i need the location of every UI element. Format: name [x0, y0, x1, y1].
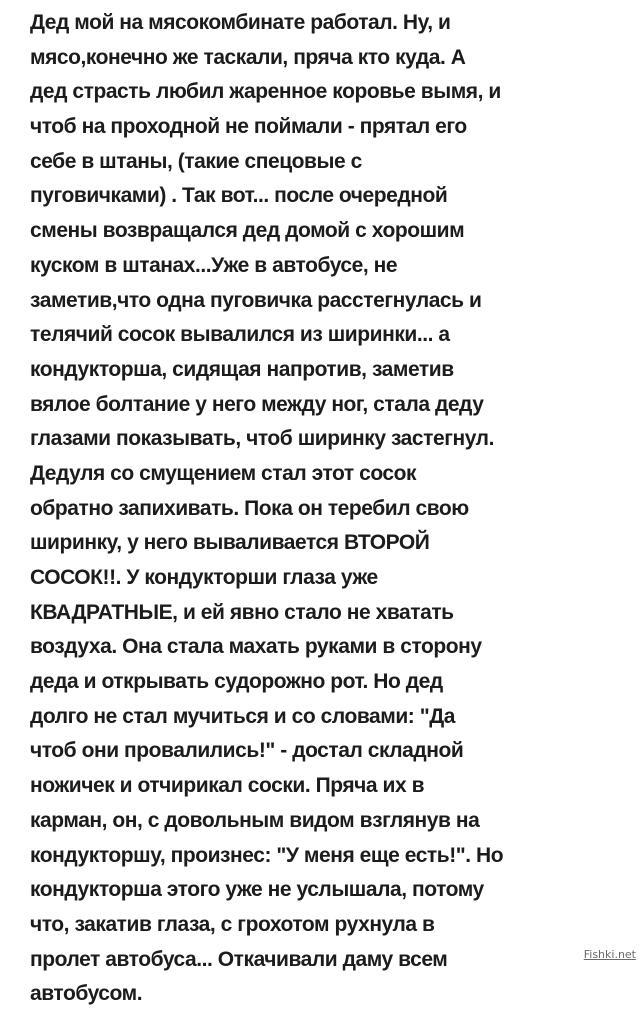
text-line: карман, он, с довольным видом взглянув на — [30, 808, 480, 832]
text-line: телячий сосок вывалился из ширинки... а — [30, 323, 450, 347]
text-line: пуговичками) . Так вот... после очередной — [30, 184, 448, 208]
text-line: ширинку, у него вываливается ВТОРОЙ — [30, 531, 430, 555]
text-line: обратно запихивать. Пока он теребил свою — [30, 496, 469, 520]
text-line: себе в штаны, (такие спецовые с — [30, 149, 362, 173]
text-line: глазами показывать, чтоб ширинку застегнул. — [30, 427, 494, 451]
text-line: деда и открывать судорожно рот. Но дед — [30, 670, 443, 694]
text-line: вялое болтание у него между ног, стала деду — [30, 392, 484, 416]
text-line: чтоб они провалились!" - достал складной — [30, 739, 464, 763]
text-line: КВАДРАТНЫЕ, и ей явно стало не хватать — [30, 600, 454, 624]
text-line: дед страсть любил жаренное коровье вымя, и — [30, 80, 501, 104]
watermark-link[interactable]: Fishki.net — [583, 948, 636, 961]
text-line: чтоб на проходной не поймали - прятал его — [30, 115, 467, 139]
text-line: пролет автобуса... Откачивали даму всем — [30, 947, 448, 971]
text-line: кондукторша, сидящая напротив, заметив — [30, 357, 454, 381]
text-line: что, закатив глаза, с грохотом рухнула в — [30, 912, 435, 936]
text-line: заметив,что одна пуговичка расстегнулась и — [30, 288, 482, 312]
text-line: ножичек и отчирикал соски. Пряча их в — [30, 774, 425, 798]
text-line: воздуха. Она стала махать руками в сторону — [30, 635, 482, 659]
story-text — [30, 6, 636, 1012]
text-line: смены возвращался дед домой с хорошим — [30, 219, 465, 243]
text-line: СОСОК!!. У кондукторши глаза уже — [30, 566, 378, 589]
text-line: Дед мой на мясокомбинате работал. Ну, и — [30, 11, 451, 34]
text-line: кондукторша этого уже не услышала, потому — [30, 878, 484, 902]
text-line: долго не стал мучиться и со словами: "Да — [30, 704, 455, 728]
text-line: автобусом. — [30, 982, 143, 1006]
text-line: Дедуля со смущением стал этот сосок — [30, 461, 417, 485]
text-line: куском в штанах...Уже в автобусе, не — [30, 253, 398, 277]
text-line: кондукторшу, произнес: "У меня еще есть!". Но — [30, 843, 504, 867]
text-line: мясо,конечно же таскали, пряча кто куда. А — [30, 45, 466, 69]
